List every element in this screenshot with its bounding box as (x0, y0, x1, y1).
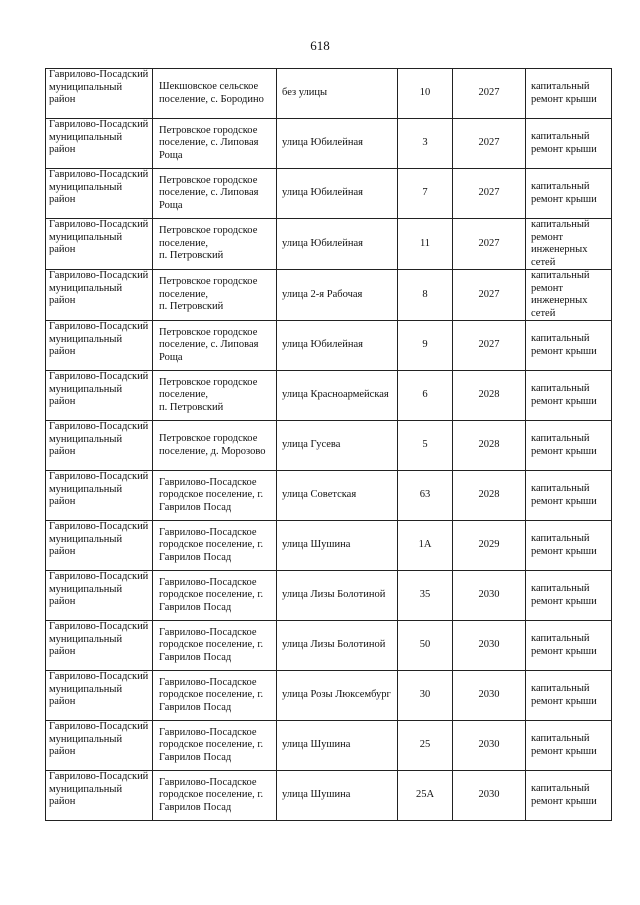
year-cell: 2030 (453, 621, 526, 671)
table-row (46, 270, 612, 321)
settlement-cell: Гаврилово-Посадское городское поселение, г. Гаврилов Посад (153, 721, 277, 771)
table-body (46, 69, 612, 821)
settlement-cell: Шекшовское сельское поселение, с. Бородино (153, 69, 277, 119)
district-cell: Гаврилово-Посадский муниципальный район (46, 471, 153, 521)
year-cell: 2027 (453, 169, 526, 219)
street-cell: улица Шушина (277, 521, 398, 571)
street-cell: улица Гусева (277, 421, 398, 471)
table-row (46, 521, 612, 571)
district-cell: Гаврилово-Посадский муниципальный район (46, 671, 153, 721)
work-type-cell: капитальный ремонт крыши (526, 169, 612, 219)
street-cell: без улицы (277, 69, 398, 119)
table-row (46, 169, 612, 219)
district-cell: Гаврилово-Посадский муниципальный район (46, 721, 153, 771)
street-cell: улица Розы Люксембург (277, 671, 398, 721)
work-type-cell: капитальный ремонт крыши (526, 771, 612, 821)
year-cell: 2030 (453, 571, 526, 621)
work-type-cell: капитальный ремонт крыши (526, 421, 612, 471)
house-number-cell: 50 (398, 621, 453, 671)
year-cell: 2030 (453, 671, 526, 721)
year-cell: 2027 (453, 119, 526, 169)
district-cell: Гаврилово-Посадский муниципальный район (46, 571, 153, 621)
table-row (46, 321, 612, 371)
settlement-cell: Петровское городское поселение, с. Липовая Роща (153, 321, 277, 371)
settlement-cell: Петровское городское поселение, с. Липовая Роща (153, 119, 277, 169)
repair-schedule-table (45, 68, 612, 821)
table-row (46, 671, 612, 721)
year-cell: 2027 (453, 69, 526, 119)
district-cell: Гаврилово-Посадский муниципальный район (46, 119, 153, 169)
settlement-cell: Петровское городское поселение, с. Липовая Роща (153, 169, 277, 219)
year-cell: 2027 (453, 270, 526, 321)
year-cell: 2028 (453, 371, 526, 421)
house-number-cell: 35 (398, 571, 453, 621)
year-cell: 2027 (453, 219, 526, 270)
work-type-cell: капитальный ремонт инженерных сетей (526, 270, 612, 321)
year-cell: 2030 (453, 771, 526, 821)
district-cell: Гаврилово-Посадский муниципальный район (46, 321, 153, 371)
settlement-cell: Гаврилово-Посадское городское поселение, г. Гаврилов Посад (153, 621, 277, 671)
district-cell: Гаврилово-Посадский муниципальный район (46, 421, 153, 471)
work-type-cell: капитальный ремонт крыши (526, 371, 612, 421)
street-cell: улица Советская (277, 471, 398, 521)
house-number-cell: 25А (398, 771, 453, 821)
table-row (46, 219, 612, 270)
house-number-cell: 9 (398, 321, 453, 371)
work-type-cell: капитальный ремонт крыши (526, 721, 612, 771)
table-row (46, 721, 612, 771)
work-type-cell: капитальный ремонт крыши (526, 471, 612, 521)
district-cell: Гаврилово-Посадский муниципальный район (46, 219, 153, 270)
street-cell: улица Юбилейная (277, 321, 398, 371)
work-type-cell: капитальный ремонт крыши (526, 621, 612, 671)
district-cell: Гаврилово-Посадский муниципальный район (46, 69, 153, 119)
settlement-cell: Гаврилово-Посадское городское поселение, г. Гаврилов Посад (153, 521, 277, 571)
house-number-cell: 3 (398, 119, 453, 169)
district-cell: Гаврилово-Посадский муниципальный район (46, 621, 153, 671)
work-type-cell: капитальный ремонт крыши (526, 321, 612, 371)
street-cell: улица Красноармейская (277, 371, 398, 421)
street-cell: улица Лизы Болотиной (277, 571, 398, 621)
work-type-cell: капитальный ремонт крыши (526, 521, 612, 571)
house-number-cell: 11 (398, 219, 453, 270)
work-type-cell: капитальный ремонт крыши (526, 571, 612, 621)
house-number-cell: 10 (398, 69, 453, 119)
settlement-cell: Гаврилово-Посадское городское поселение, г. Гаврилов Посад (153, 671, 277, 721)
street-cell: улица Юбилейная (277, 169, 398, 219)
work-type-cell: капитальный ремонт крыши (526, 119, 612, 169)
settlement-cell: Гаврилово-Посадское городское поселение, г. Гаврилов Посад (153, 471, 277, 521)
year-cell: 2029 (453, 521, 526, 571)
table-row (46, 471, 612, 521)
year-cell: 2030 (453, 721, 526, 771)
street-cell: улица 2-я Рабочая (277, 270, 398, 321)
settlement-cell: Петровское городское поселение, п. Петровский (153, 219, 277, 270)
house-number-cell: 7 (398, 169, 453, 219)
district-cell: Гаврилово-Посадский муниципальный район (46, 270, 153, 321)
street-cell: улица Юбилейная (277, 219, 398, 270)
street-cell: улица Лизы Болотиной (277, 621, 398, 671)
table-row (46, 371, 612, 421)
page-number: 618 (310, 38, 330, 53)
house-number-cell: 30 (398, 671, 453, 721)
settlement-cell: Гаврилово-Посадское городское поселение, г. Гаврилов Посад (153, 771, 277, 821)
table-row (46, 69, 612, 119)
settlement-cell: Петровское городское поселение, п. Петровский (153, 371, 277, 421)
district-cell: Гаврилово-Посадский муниципальный район (46, 169, 153, 219)
table-row (46, 119, 612, 169)
year-cell: 2028 (453, 471, 526, 521)
house-number-cell: 63 (398, 471, 453, 521)
street-cell: улица Шушина (277, 721, 398, 771)
work-type-cell: капитальный ремонт крыши (526, 69, 612, 119)
table-row (46, 571, 612, 621)
year-cell: 2028 (453, 421, 526, 471)
settlement-cell: Петровское городское поселение, д. Морозово (153, 421, 277, 471)
table-row (46, 421, 612, 471)
district-cell: Гаврилово-Посадский муниципальный район (46, 371, 153, 421)
house-number-cell: 5 (398, 421, 453, 471)
district-cell: Гаврилово-Посадский муниципальный район (46, 521, 153, 571)
work-type-cell: капитальный ремонт инженерных сетей (526, 219, 612, 270)
table-row (46, 771, 612, 821)
district-cell: Гаврилово-Посадский муниципальный район (46, 771, 153, 821)
house-number-cell: 1А (398, 521, 453, 571)
house-number-cell: 8 (398, 270, 453, 321)
work-type-cell: капитальный ремонт крыши (526, 671, 612, 721)
table-row (46, 621, 612, 671)
house-number-cell: 25 (398, 721, 453, 771)
settlement-cell: Гаврилово-Посадское городское поселение, г. Гаврилов Посад (153, 571, 277, 621)
street-cell: улица Юбилейная (277, 119, 398, 169)
settlement-cell: Петровское городское поселение, п. Петровский (153, 270, 277, 321)
year-cell: 2027 (453, 321, 526, 371)
street-cell: улица Шушина (277, 771, 398, 821)
house-number-cell: 6 (398, 371, 453, 421)
